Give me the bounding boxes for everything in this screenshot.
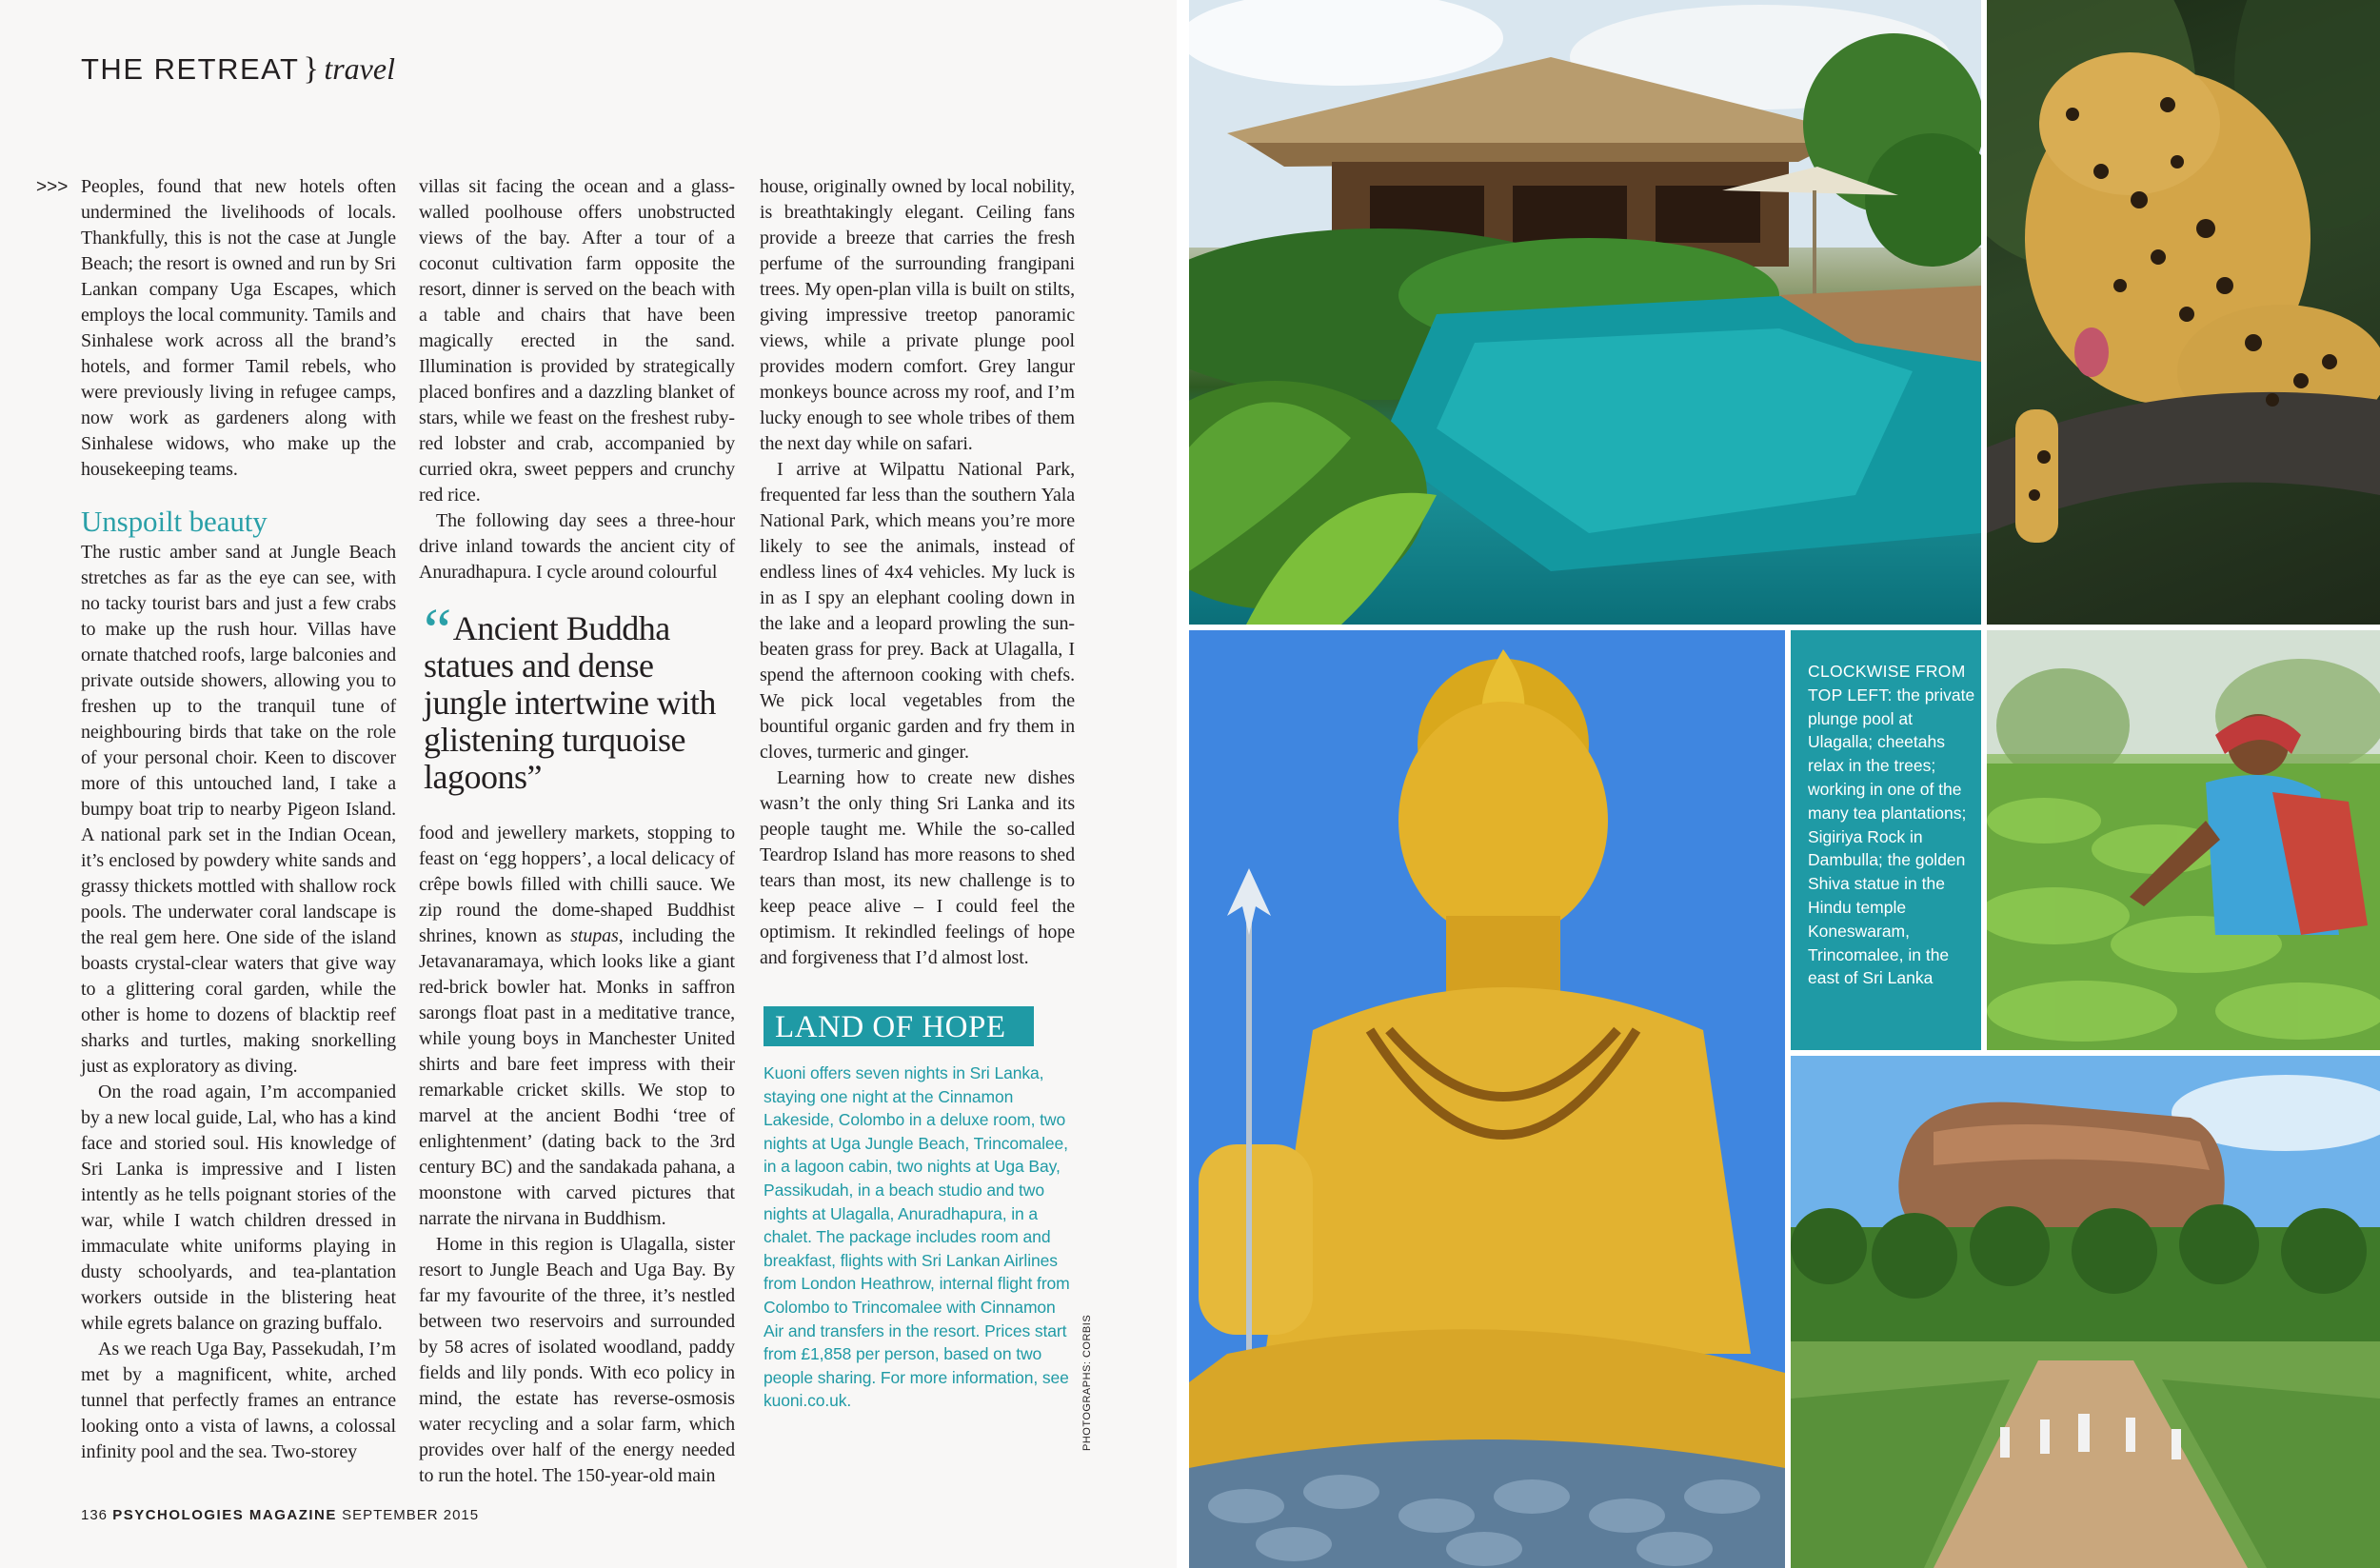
page-number: 136 xyxy=(81,1507,109,1523)
pull-quote-text: Ancient Buddha statues and dense jungle intertwine with glistening turquoise lagoons” xyxy=(424,609,716,796)
italic-term: stupas xyxy=(570,925,619,946)
paragraph: Home in this region is Ulagalla, sister resort to Jungle Beach and Uga Bay. By far my favourite of the three, it’s nestled between two reservoirs and surrounded by 58 acres of isolated woodland, paddy fields and lily ponds. With eco policy in mind, the estate has reverse-osmosis water recycling and a solar farm, which provides over half of the energy needed to run the hotel. The 150-year-old main xyxy=(419,1234,735,1486)
sigiriya-illustration xyxy=(1791,1056,2380,1568)
section-label xyxy=(81,51,395,88)
shiva-illustration xyxy=(1189,630,1785,1568)
section-subtitle: travel xyxy=(324,51,395,86)
photo-tea-plantation xyxy=(1987,630,2380,1050)
article-column-2 xyxy=(419,174,735,1489)
caption-heading: CLOCKWISE FROM TOP LEFT: xyxy=(1808,662,1966,705)
paragraph: Learning how to create new dishes wasn’t the only thing Sri Lanka and its people taught me. While the so-called Teardrop Island has more reasons to shed tears than most, its new challenge is to keep peace alive – I could feel the optimism. It rekindled feelings of hope and forgiveness that I’d almost lost. xyxy=(760,767,1075,968)
paragraph: As we reach Uga Bay, Passekudah, I’m met by a magnificent, white, arched tunnel that perfectly frames an entrance looking onto a vista of lawns, a colossal infinity pool and the sea. Two-storey xyxy=(81,1339,396,1462)
photo-caption xyxy=(1808,660,1975,990)
paragraph: I arrive at Wilpattu National Park, frequented far less than the southern Yala National Park, which means you’re more likely to see the animals, instead of endless lines of 4x4 vehicles. My luck is in as I spy an elephant cooling down in the lake and a leopard prowling the sun-beaten grass for prey. Back at Ulagalla, I spend the afternoon cooking with chefs. We pick local vegetables from the bountiful organic garden and fry them in cloves, turmeric and ginger. xyxy=(760,459,1075,763)
paragraph: house, originally owned by local nobility, is breathtakingly elegant. Ceiling fans provide a breeze that carries the fresh perfume of the surrounding frangipani trees. My open-plan villa is built on stilts, giving impressive treetop panoramic views, while a private plunge pool provides modern comfort. Grey langur monkeys bounce across my roof, and I’m lucky enough to see whole tribes of them the next day while on safari. xyxy=(760,176,1075,454)
paragraph: On the road again, I’m accompanied by a new local guide, Lal, who has a kind face and storied soul. His knowledge of Sri Lanka is impressive and I listen intently as he tells poignant stories of the war, while I watch children dressed in immaculate white uniforms playing in dusty schoolyards, and tea-plantation workers outside in the blistering heat while egrets balance on grazing buffalo. xyxy=(81,1082,396,1334)
paragraph: villas sit facing the ocean and a glass-walled poolhouse offers unobstructed views of the bay. After a tour of a coconut cultivation farm opposite the resort, dinner is served on the beach with a table and chairs that have been magically erected in the sand. Illumination is provided by strategically placed bonfires and a dazzling blanket of stars, while we feast on the freshest ruby-red lobster and crab, accompanied by curried okra, sweet peppers and crunchy red rice. xyxy=(419,176,735,506)
paragraph: food and jewellery markets, stopping to feast on ‘egg hoppers’, a local delicacy of crêpe bowls filled with chilli sauce. We zip round the dome-shaped Buddhist shrines, known as stupas, including the Jetavanaramaya, which looks like a giant red-brick bowler hat. Monks in saffron sarongs float past in a meditative trance, while young boys in Manchester United shirts and bare feet impress with their remarkable cricket skills. We stop to marvel at the ancient Bodhi ‘tree of enlightenment’ (dating back to the 3rd century BC) and the sandakada pahana, a moonstone with carved pictures that narrate the nirvana in Buddhism. xyxy=(419,823,736,1229)
paragraph: The following day sees a three-hour drive inland towards the ancient city of Anuradhapura. I cycle around colourful xyxy=(419,510,735,583)
paragraph: Peoples, found that new hotels often undermined the livelihoods of locals. Thankfully, this is not the case at Jungle Beach; the resort is owned and run by Sri Lankan company Uga Escapes, which employs the local community. Tamils and Sinhalese work across all the brand’s hotels, and former Tamil rebels, who were previously living in refugee camps, now work as gardeners along with Sinhalese widows, who make up the housekeeping teams. xyxy=(81,176,396,480)
section-title: THE RETREAT xyxy=(81,52,300,86)
magazine-name: PSYCHOLOGIES MAGAZINE xyxy=(112,1507,337,1523)
paragraph: The rustic amber sand at Jungle Beach stretches as far as the eye can see, with no tacky tourist bars and just a few crabs to make up the rush hour. Villas have ornate thatched roofs, large balconies and private outside showers, allowing you to freshen up to the tranquil tune of neighbouring birds that take on the role of your personal choir. Keen to discover more of this untouched land, I take a bumpy boat trip to nearby Pigeon Island. A national park set in the Indian Ocean, it’s enclosed by powdery white sands and grassy thickets mottled with shallow rock pools. The underwater coral landscape is the real gem here. One side of the island boasts crystal-clear waters that give way to a glittering coral garden, while the other is home to dozens of blacktip reef sharks and turtles, making snorkelling just as exploratory as diving. xyxy=(81,542,396,1077)
article-column-1 xyxy=(81,174,396,1465)
plunge-pool-illustration xyxy=(1189,0,1981,625)
land-of-hope-body: Kuoni offers seven nights in Sri Lanka, staying one night at the Cinnamon Lakeside, Colombo in a deluxe room, two nights at Uga Jungle Beach, Trincomalee, in a lagoon cabin, two nights at Uga Bay, Passikudah, in a beach studio and two nights at Ulagalla, Anuradhapura, in a chalet. The package includes room and breakfast, flights with Sri Lankan Airlines from London Heathrow, internal flight from Colombo to Trincomalee with Cinnamon Air and transfers in the resort. Prices start from £1,858 per person, based on two people sharing. For more information, see kuoni.co.uk. xyxy=(764,1063,1070,1411)
photo-sigiriya-rock xyxy=(1791,1056,2380,1568)
photo-credit: PHOTOGRAPHS: CORBIS xyxy=(1081,1314,1093,1451)
subheading-unspoilt-beauty: Unspoilt beauty xyxy=(81,505,268,538)
section-brace: } xyxy=(303,51,321,87)
caption-body: the private plunge pool at Ulagalla; cheetahs relax in the trees; working in one of the many tea plantations; Sigiriya Rock in Dambulla; the golden Shiva statue in the Hindu temple Koneswaram, Trincomalee, in the east of Sri Lanka xyxy=(1808,685,1975,988)
photo-golden-shiva xyxy=(1189,630,1785,1568)
photo-plunge-pool xyxy=(1189,0,1981,625)
leopard-illustration xyxy=(1987,0,2380,625)
land-of-hope-title: LAND OF HOPE xyxy=(764,1006,1034,1046)
continuation-chevrons: >>> xyxy=(36,177,69,197)
tea-plantation-illustration xyxy=(1987,630,2380,1050)
issue-date: SEPTEMBER 2015 xyxy=(342,1507,480,1523)
pull-quote xyxy=(419,586,735,821)
article-column-3 xyxy=(760,174,1075,1413)
photo-leopard xyxy=(1987,0,2380,625)
page-footer xyxy=(81,1507,479,1523)
quote-mark-icon: “ xyxy=(424,596,451,665)
